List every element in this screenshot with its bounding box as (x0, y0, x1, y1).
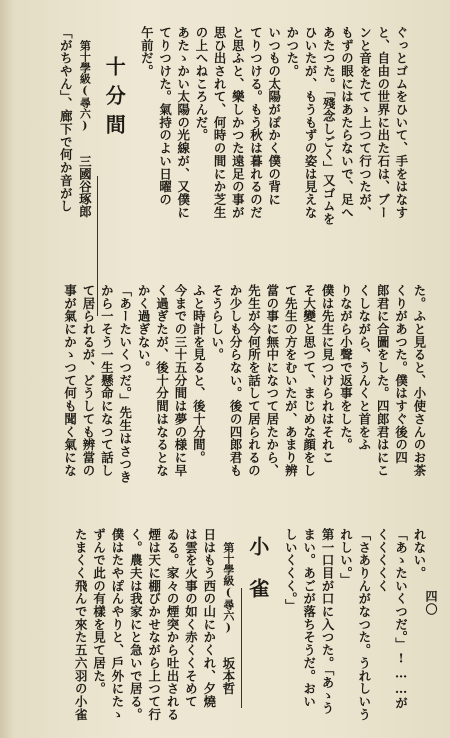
text-line: と、自由の世界に出た石は、ブー (375, 26, 391, 219)
text-line: もずの眼にはあたらないで、足へ (339, 26, 355, 219)
author-name: 三國谷琢郎 (77, 155, 93, 218)
text-line: 煙は天に棚びかせながら上つて行 (146, 528, 162, 721)
text-line: 今までの三十五分間は夢の様に早 (172, 284, 188, 477)
text-line: ンと音をたてゝ上つて行つたが、 (357, 26, 373, 219)
text-line: しいくくく。」 (283, 528, 299, 612)
text-line: ぐっとゴムをひいて、手をはなす (394, 26, 409, 219)
author-grade: 第十學級(尋六) (221, 542, 235, 634)
text-line: か少しも分らない。後の四郎君も (228, 284, 244, 477)
text-line: くしながら、うんくと首をふ (356, 284, 372, 452)
essay-title-kosuzume: 小雀 (245, 536, 270, 620)
text-line: た。ふと見ると、小使さんのお茶 (412, 284, 427, 477)
text-line: れしい。」 (338, 528, 354, 587)
text-line: 先生が今何所を話して居られるの (246, 284, 262, 477)
author-name: 坂本哲 (220, 657, 236, 695)
upper-text-band (56, 26, 410, 326)
text-line: たまくく飛んで來た五六羽の小雀 (73, 528, 89, 721)
text-line: そ大變と思つて、まじめな顔をし (301, 284, 317, 477)
text-line: 「あーたいくつだ。」先生はさつき (117, 284, 133, 484)
text-line: と思ふと、樂しかつた遠足の事が (230, 26, 246, 219)
text-line: あたつた。「殘念しごく」又ゴムを (321, 26, 337, 226)
text-line: れない。 (412, 528, 427, 580)
text-line: まい。あごが落ちそうだ。おい (301, 528, 317, 708)
text-line: の上へねころんだ。 (193, 26, 209, 142)
text-line: てりつけた。氣持のよい日曜の (157, 26, 173, 206)
text-line: ゐる。家々の煙突から吐出される (165, 528, 181, 721)
text-line: くくくくく (375, 528, 391, 593)
text-line: て先生の方をむいたが、あまり辨 (283, 284, 299, 477)
bottom-text-band (56, 528, 428, 736)
text-line: て居られるが、どうしても辨當の (80, 284, 96, 477)
text-line: かつた。 (284, 26, 300, 78)
text-line: 第一口目が口に入つた。「あゝう (320, 528, 336, 715)
text-line: く過ぎたが、後十分間はなるとな (154, 284, 170, 477)
text-line: かく過ぎない。 (136, 284, 152, 374)
text-line: 當の事に無中になつて居たから、 (264, 284, 280, 477)
text-line: そうらしい。 (209, 284, 225, 362)
text-line: 思ひ出されて、何時の間にか芝生 (212, 26, 228, 219)
byline-kosuzume (218, 528, 238, 738)
text-line: 「がちやん」、廊下で何か音がし (58, 26, 74, 213)
text-line: く。農夫は我家にと急いで居る。 (128, 528, 144, 721)
text-line: ふと時計を見ると、後十分間。 (191, 284, 207, 464)
author-grade: 第十學級(尋六) (78, 40, 92, 132)
text-line: 事が氣にかゝつて何も聞く氣にな (62, 284, 78, 477)
text-line: から一そう一生懸命になつて話し (99, 284, 115, 477)
text-line: 「あゝたいくつだ。」!……が (393, 528, 409, 710)
text-line: は雲を火事の如く赤くくそめて (183, 528, 199, 708)
text-line: 午前だ。 (139, 26, 155, 78)
text-line: 僕はたやぽんやりと、戶外にたゝ (109, 528, 125, 721)
text-line: りながら小聲で返事をした。 (338, 284, 354, 452)
page-number: 四〇 (424, 590, 438, 616)
essay-title-juppun: 十分間 (102, 56, 127, 143)
text-line: くりがあつた。僕はすぐ後の四 (393, 284, 409, 464)
middle-text-band (56, 284, 428, 506)
text-line: 郎君に合圖をした。四郎君はにこ (375, 284, 391, 477)
text-line: ずんで此の有樣を見て居た。 (91, 528, 107, 696)
text-line: 「さありんがなつた。うれしいう (356, 528, 372, 721)
text-line: 日はもう西の山にかくれ、夕燒 (201, 528, 217, 708)
text-line: あたゝかい太陽の光線が、又僕に (175, 26, 191, 219)
text-line: てりつける。もう秋は暮れるのだ (248, 26, 264, 219)
text-line: 僕は先生に見つけられはそれこ (320, 284, 336, 464)
text-line: ひいたが、もうもずの姿は見えな (303, 26, 319, 219)
text-line: いつもの太陽がぽかく僕の背に (266, 26, 282, 206)
